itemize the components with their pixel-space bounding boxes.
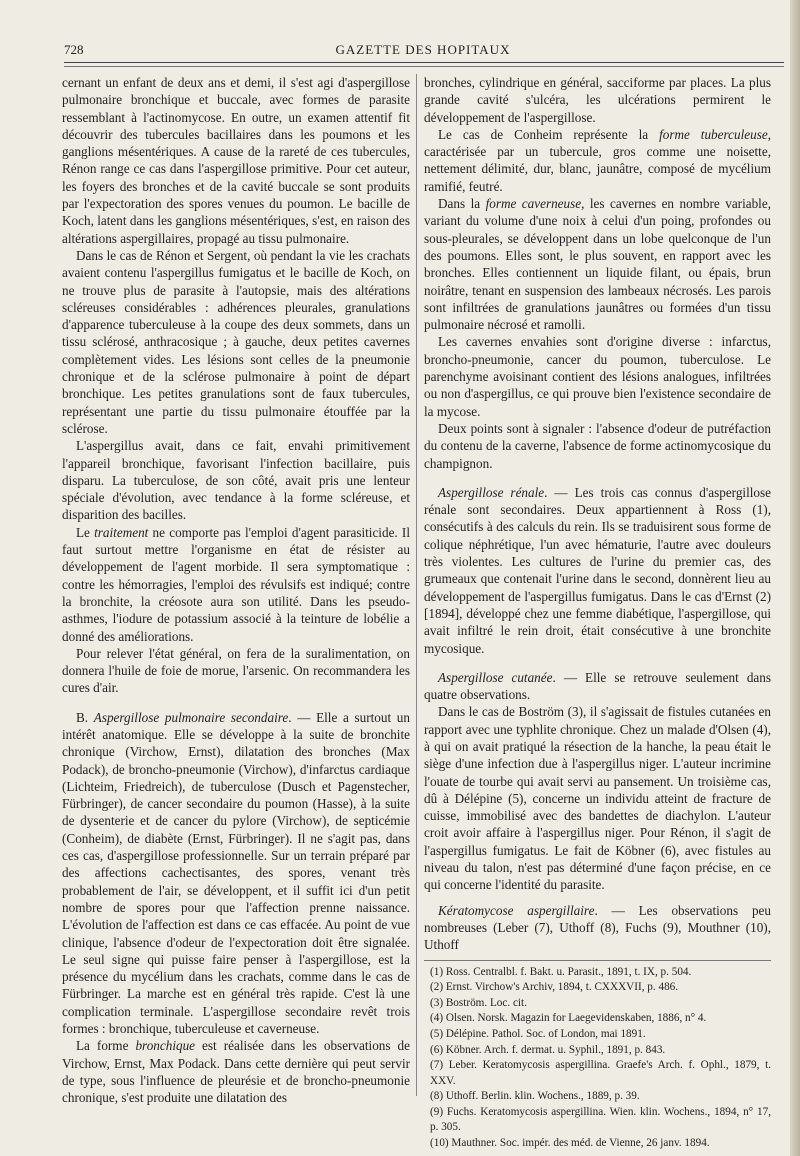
paragraph [62,1037,410,1106]
footnote: (1) Ross. Centralbl. f. Bakt. u. Parasit., 1891, t. IX, p. 504. [430,965,692,978]
paragraph [62,524,410,645]
text-run: . — Elle se retrouve seulement dans quatre observations. [424,669,771,703]
text-run: Le [76,524,95,540]
text-run: , caractérisée par un tubercule, gros comme une noisette, nettement délimité, dur, blanc, jaunâtre, composé de mycélium ramifié, feutré. [424,126,771,194]
footnote: (10) Mauthner. Soc. impér. des méd. de Vienne, 26 janv. 1894. [430,1137,710,1150]
page-number: 728 [64,42,84,57]
page-edge [790,0,800,1156]
paragraph: Deux points sont à signaler : l'absence d'odeur de putréfaction du contenu de la caverne, l'absence de forme actinomycosique du champignon. [424,420,771,471]
paragraph: bronches, cylindrique en général, sacciforme par places. La plus grande cavité s'ulcéra, les ulcérations permirent le développement de l'aspergillose. [424,75,771,125]
text-run: ne comporte pas l'emploi d'agent parasiticide. Il faut surtout mettre l'organisme en état de résister au développement de l'agent morbide. Il sera symptomatique : contre les hémorragies, l'emploi des révulsifs est indiqué; contre la bronchite, la créosote aura son utilité. Dans les pseudo-asthmes, l'iodure de potassium associé à la teinture de lobélie a donné des améliorations. [62,524,410,644]
paragraph [424,195,771,333]
section-title: Aspergillose rénale [438,484,545,500]
paragraph: Dans le cas de Boström (3), il s'agissait de fistules cutanées en rapport avec une typhlite chronique. Chez un malade d'Olsen (4), à qui on avait pratiqué la résection de la hanche, la peau était le siège d'une infection due à l'aspergillus niger. L'auteur incrimine l'ouate de tourbe qui avait servi au pansement. Un troisième cas, dû à Délépine (5), concerne un individu atteint de fracture de cuisse, immobilisé avec des bandettes de diachylon. L'auteur croit avoir affaire à l'aspergillus niger. Pour Rénon, il s'agit de l'aspergillus fumigatus. Le fait de Köbner (6), avec fistules au niveau du talon, n'est pas déterminé d'une façon précise, en ce qui concerne l'identité du parasite. [424,704,771,893]
paragraph: L'aspergillus avait, dans ce fait, envahi primitivement l'appareil bronchique, favorisant l'infection bacillaire, puis disparu. La tuberculose, de son côté, avait pris une lenteur spéciale d'évolution, avec tendance à la forme scléreuse, et disparition des bacilles. [62,438,410,523]
left-column [62,74,410,1107]
section-paragraph [424,902,771,954]
text-run: Le cas de Conheim représente la [438,126,660,142]
header-rule-thin [64,66,784,67]
paragraph: Pour relever l'état général, on fera de la suralimentation, on donnera l'huile de foie de morue, l'arsenic. On recommandera les cures d'air. [62,645,410,696]
footnote: (9) Fuchs. Keratomycosis aspergillina. Wien. klin. Wochens., 1894, n° 17, p. 305. [430,1105,771,1134]
italic-term: forme caverneuse [485,196,582,212]
footnote: (5) Délépine. Pathol. Soc. of London, mai 1891. [430,1027,646,1040]
text-run: Dans la [438,196,486,212]
text-run: . — Les observations peu nombreuses (Leber (7), Uthoff (8), Fuchs (9), Mouthner (10), Uthoff [424,902,771,953]
text-run: La forme [76,1038,136,1054]
section-paragraph [424,484,771,657]
header-rule [64,62,784,63]
section-paragraph [62,709,410,1038]
footnote: (3) Boström. Loc. cit. [430,996,527,1009]
footnote: (6) Köbner. Arch. f. dermat. u. Syphil., 1891, p. 843. [430,1043,666,1056]
text-run: est réalisée dans les observations de Virchow, Ernst, Max Podack. Dans cette dernière qui peut servir de type, sous l'influence de pleurésie et de broncho-pneumonie chronique, s'est produite une dilatation des [62,1038,411,1106]
italic-term: traitement [94,524,149,540]
footnote: (4) Olsen. Norsk. Magazin for Laegevidenskaben, 1886, n° 4. [430,1012,707,1025]
footnotes [424,960,771,1152]
paragraph [424,126,771,195]
column-separator [416,74,417,1096]
text-run: . — Elle a surtout un intérêt anatomique. Elle se développe à la suite de bronchite chronique (Virchow, Ernst), dilatation des bronches (Max Podack), de broncho-pneumonie (Virchow), d'infarctus cardiaque (Lichteim, Friedreich), de tuberculose (Dusch et Pagenstecher, Fürbringer), de cancer secondaire du poumon (Hasse), à la suite de dysenterie et de cancer du pylore (Virchow), de septicémie (Conheim), de diabète (Ernst, Fürbringer). Il ne s'agit pas, dans ces cas, d'aspergillose professionnelle. Sur un terrain préparé par des affections cachectisantes, des spores, venant très probablement de l'air, se développent, et il suffit ici d'un petit nombre de spores pour que l'affection prenne naissance. L'évolution de l'affection est dans ce cas effacée. Au point de vue clinique, l'absence d'odeur de l'expectoration doit être signalée. Le seul signe qui puisse faire penser à l'aspergillose, est la présence du mycélium dans les crachats, comme dans le cas de Fürbringer. La marche est en général très rapide. C'est là une complication terminale. L'aspergillose secondaire revêt trois formes : bronchique, tuberculeuse et caverneuse. [62,709,410,1037]
paragraph: cernant un enfant de deux ans et demi, il s'est agi d'aspergillose pulmonaire bronchique et buccale, avec formes de parasite ressemblant à l'actinomycose. En outre, un examen attentif fit découvrir des tubercules bacillaires dans les poumons et les ganglions mésentériques. A cause de la rareté de ces tubercules, Rénon range ce cas dans l'aspergillose primitive. Pour cet auteur, les foyers des bronches et de la cavité buccale se sont produits par l'expectoration des spores venues du poumon. Le bacille de Koch, latent dans les ganglions mésentériques, s'est, en raison des altérations aspergillaires, propagé au tissu pulmonaire. [62,75,410,246]
page-header [60,40,786,62]
section-title: Aspergillose cutanée [438,669,553,685]
text-run: , les cavernes en nombre variable, variant du volume d'une noix à celui d'un poing, profondes ou sous-pleurales, se développent dans un lobe quelconque de l'un des poumons. Elles sont, le plus souvent, en rapport avec les bronches. Elles contiennent un liquide filant, ou épais, brun noirâtre, tenant en suspension des lambeaux nécrosés. Les parois sont infiltrées de granulations jaunâtres ou formées d'un tissu pulmonaire nécrosé et ramolli. [424,196,771,333]
section-title: Kératomycose aspergillaire [438,902,595,918]
footnote: (8) Uthoff. Berlin. klin. Wochens., 1889, p. 39. [430,1090,640,1103]
paragraph: Les cavernes envahies sont d'origine diverse : infarctus, broncho-pneumonie, cancer du poumon, tuberculose. Le parenchyme avoisinant contient des lésions analogues, infiltrées ou non d'aspergillus, ce qui prouve bien l'existence secondaire de la mycose. [424,334,771,419]
italic-term: forme tuberculeuse [659,126,768,142]
section-title: Aspergillose pulmonaire secondaire [93,709,289,725]
italic-term: bronchique [135,1038,196,1054]
section-paragraph [424,669,771,704]
section-letter: B. [76,709,94,725]
right-column [424,74,771,1152]
paragraph: Dans le cas de Rénon et Sergent, où pendant la vie les crachats avaient contenu l'aspergillus fumigatus et le bacille de Koch, on ne trouve plus de parasite à l'autopsie, mais des altérations scléreuses considérables : adhérences pleurales, granulations d'apparence tuberculeuse à la coupe des deux sommets, dans un tissu sclérosé, anthracosique ; à gauche, deux petites cavernes complètement vides. Les lésions sont celles de la pneumonie chronique et de la sclérose pulmonaire à point de départ bronchique. Les petites granulations sont de faux tubercules, représentant une partie du tissu pulmonaire étouffée par la sclérose. [62,247,410,436]
text-run: . — Les trois cas connus d'aspergillose rénale sont secondaires. Deux appartiennent à Ross (1), consécutifs à des calculs du rein. Ils se traduisirent sous forme de colique néphrétique, l'un avec hématurie, l'autre avec douleurs très violentes. Les cultures de l'urine du premier cas, des grumeaux que contenait l'urine dans le second, donnèrent lieu au développement de l'aspergillus fumigatus. Dans le cas d'Ernst (2) [1894], développé chez une femme diabétique, l'aspergillose, qui avait infiltré le rein droit, était consécutive à une bronchite mycosique. [424,484,772,656]
running-title: GAZETTE DES HOPITAUX [335,42,511,57]
footnote: (7) Leber. Keratomycosis aspergillina. Graefe's Arch. f. Ophl., 1879, t. XXV. [430,1059,771,1087]
footnote: (2) Ernst. Virchow's Archiv, 1894, t. CXXXVII, p. 486. [430,981,679,994]
